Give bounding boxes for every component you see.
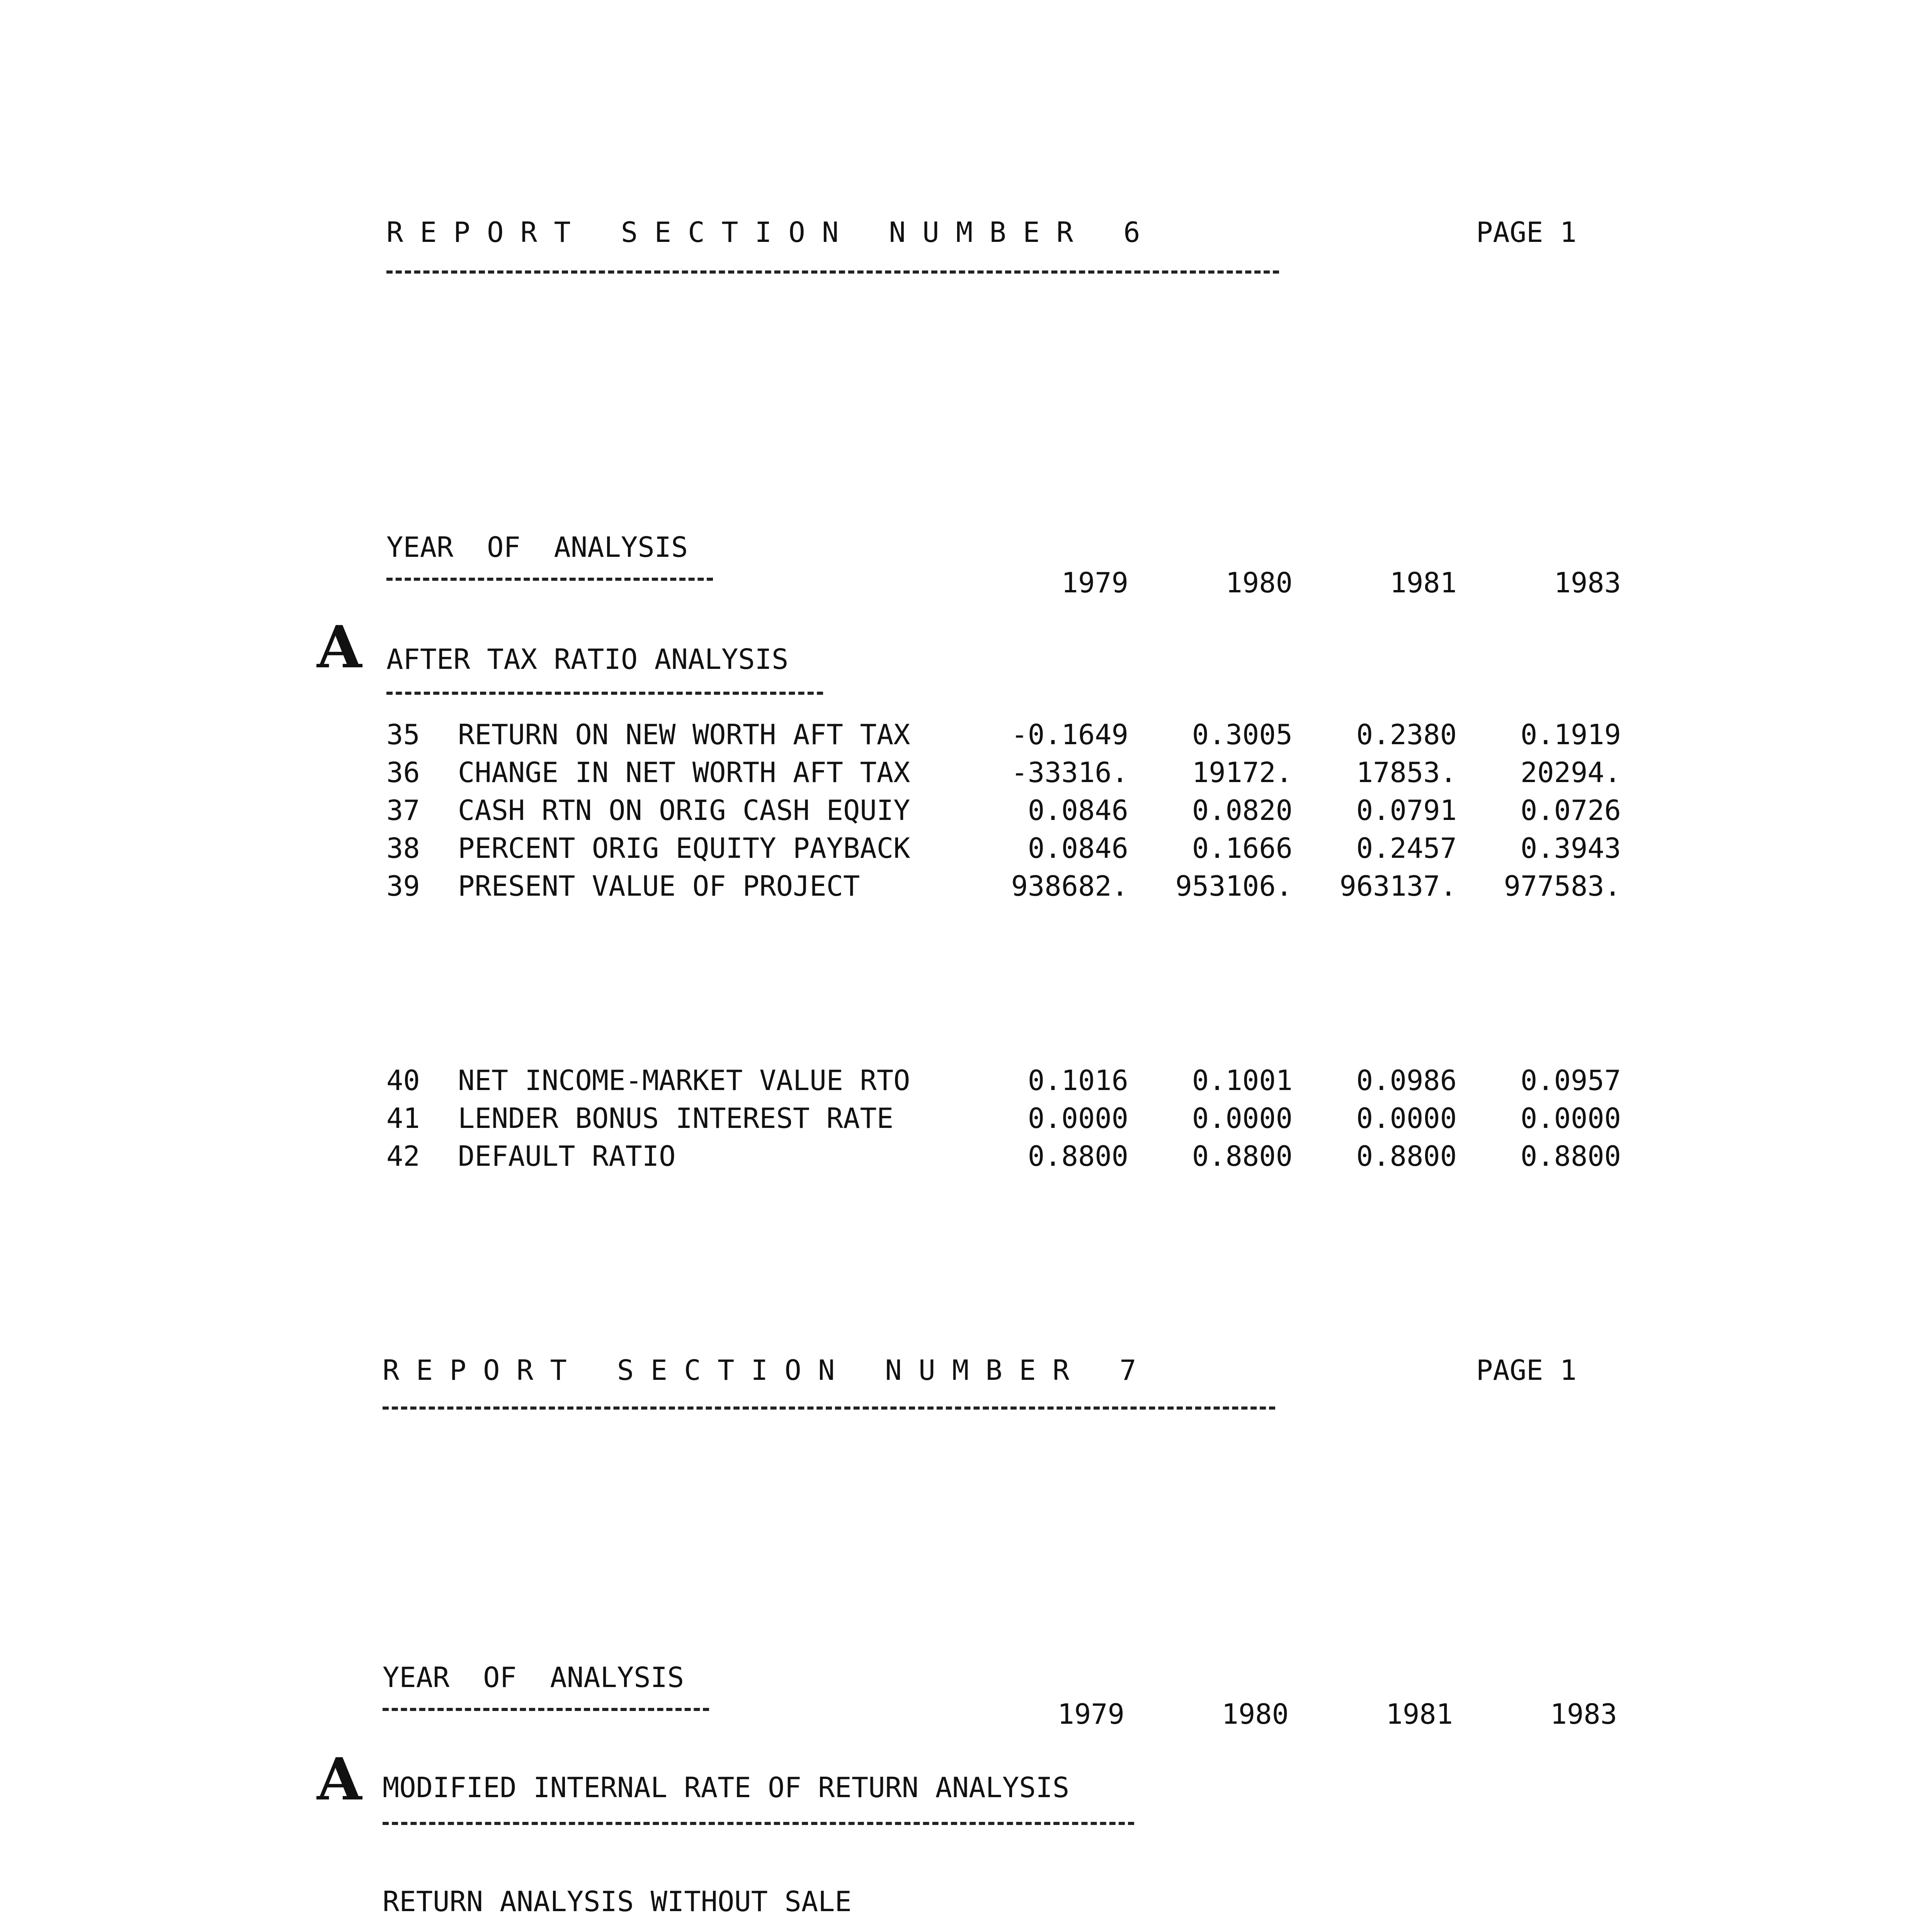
without-sale-heading: RETURN ANALYSIS WITHOUT SALE (383, 1885, 852, 1918)
year-of-analysis-heading: YEAR OF ANALYSIS (383, 1661, 684, 1694)
row-number: 40 (386, 1064, 420, 1097)
row-label: RETURN ON NEW WORTH AFT TAX (458, 718, 910, 751)
cell-value: 0.0726 (1520, 794, 1621, 827)
table-row (386, 872, 1623, 903)
cell-value: 0.1919 (1520, 718, 1621, 751)
cell-value: 953106. (1175, 870, 1293, 902)
table-row (386, 756, 1623, 789)
table-row (386, 834, 1623, 865)
cell-value: 0.0000 (1356, 1102, 1457, 1134)
row-number: 36 (386, 756, 420, 789)
modified-irr-heading: MODIFIED INTERNAL RATE OF RETURN ANALYSIS (383, 1771, 1070, 1804)
year-1983: 1983 (1554, 566, 1621, 599)
title-underline (383, 1406, 1275, 1410)
cell-value: 0.0820 (1192, 794, 1293, 827)
cell-value: 0.0000 (1192, 1102, 1293, 1134)
year-1980: 1980 (1221, 1698, 1289, 1730)
cell-value: 0.3943 (1520, 832, 1621, 864)
cell-value: 0.1666 (1192, 832, 1293, 864)
cell-value: 20294. (1520, 756, 1621, 789)
row-label: LENDER BONUS INTEREST RATE (458, 1102, 894, 1134)
cell-value: 0.1016 (1027, 1064, 1128, 1097)
row-number: 35 (386, 718, 420, 751)
cell-value: 0.8800 (1027, 1140, 1128, 1172)
year-1983: 1983 (1550, 1698, 1617, 1730)
year-1979: 1979 (1061, 566, 1128, 599)
row-label: NET INCOME-MARKET VALUE RTO (458, 1064, 910, 1097)
cell-value: 0.0846 (1027, 832, 1128, 864)
cell-value: 963137. (1339, 870, 1457, 902)
table-row (386, 1104, 1623, 1135)
cell-value: -0.1649 (1011, 718, 1128, 751)
row-label: PRESENT VALUE OF PROJECT (458, 870, 860, 902)
cell-value: 0.2380 (1356, 718, 1457, 751)
margin-marker-a: A (317, 613, 362, 681)
title-underline (386, 270, 1279, 274)
cell-value: 977583. (1504, 870, 1621, 902)
report-section-6-title: R E P O R T S E C T I O N N U M B E R 6 (386, 216, 1140, 248)
cell-value: 0.8800 (1520, 1140, 1621, 1172)
row-number: 37 (386, 794, 420, 827)
row-number: 41 (386, 1102, 420, 1134)
row-number: 38 (386, 832, 420, 864)
cell-value: 0.0000 (1520, 1102, 1621, 1134)
cell-value: 0.3005 (1192, 718, 1293, 751)
margin-marker-a: A (317, 1745, 362, 1813)
cell-value: 0.0846 (1027, 794, 1128, 827)
cell-value: 0.1001 (1192, 1064, 1293, 1097)
cell-value: 0.2457 (1356, 832, 1457, 864)
year-heading-underline (383, 1708, 709, 1711)
modified-irr-underline (383, 1822, 1134, 1825)
table-row (386, 796, 1623, 827)
table-row (386, 1142, 1623, 1173)
year-1981: 1981 (1386, 1698, 1453, 1730)
cell-value: 0.8800 (1192, 1140, 1293, 1172)
cell-value: 0.0986 (1356, 1064, 1457, 1097)
row-number: 42 (386, 1140, 420, 1172)
page-label: PAGE 1 (1476, 216, 1577, 248)
cell-value: 938682. (1011, 870, 1128, 902)
year-1980: 1980 (1225, 566, 1293, 599)
year-1981: 1981 (1390, 566, 1457, 599)
cell-value: 0.8800 (1356, 1140, 1457, 1172)
cell-value: 0.0000 (1027, 1102, 1128, 1134)
cell-value: 19172. (1192, 756, 1293, 789)
cell-value: -33316. (1011, 756, 1128, 789)
row-label: PERCENT ORIG EQUITY PAYBACK (458, 832, 910, 864)
cell-value: 0.0791 (1356, 794, 1457, 827)
cell-value: 0.0957 (1520, 1064, 1621, 1097)
after-tax-ratio-heading: AFTER TAX RATIO ANALYSIS (386, 643, 789, 675)
year-1979: 1979 (1057, 1698, 1124, 1730)
year-of-analysis-heading: YEAR OF ANALYSIS (386, 531, 688, 563)
year-heading-underline (386, 578, 713, 581)
report-section-7-title: R E P O R T S E C T I O N N U M B E R 7 (383, 1354, 1136, 1386)
row-number: 39 (386, 870, 420, 902)
cell-value: 17853. (1356, 756, 1457, 789)
after-tax-underline (386, 692, 823, 695)
row-label: DEFAULT RATIO (458, 1140, 676, 1172)
page-label: PAGE 1 (1476, 1354, 1577, 1386)
row-label: CHANGE IN NET WORTH AFT TAX (458, 756, 910, 789)
row-label: CASH RTN ON ORIG CASH EQUIY (458, 794, 910, 827)
table-row (386, 718, 1623, 752)
table-row (386, 1066, 1623, 1097)
